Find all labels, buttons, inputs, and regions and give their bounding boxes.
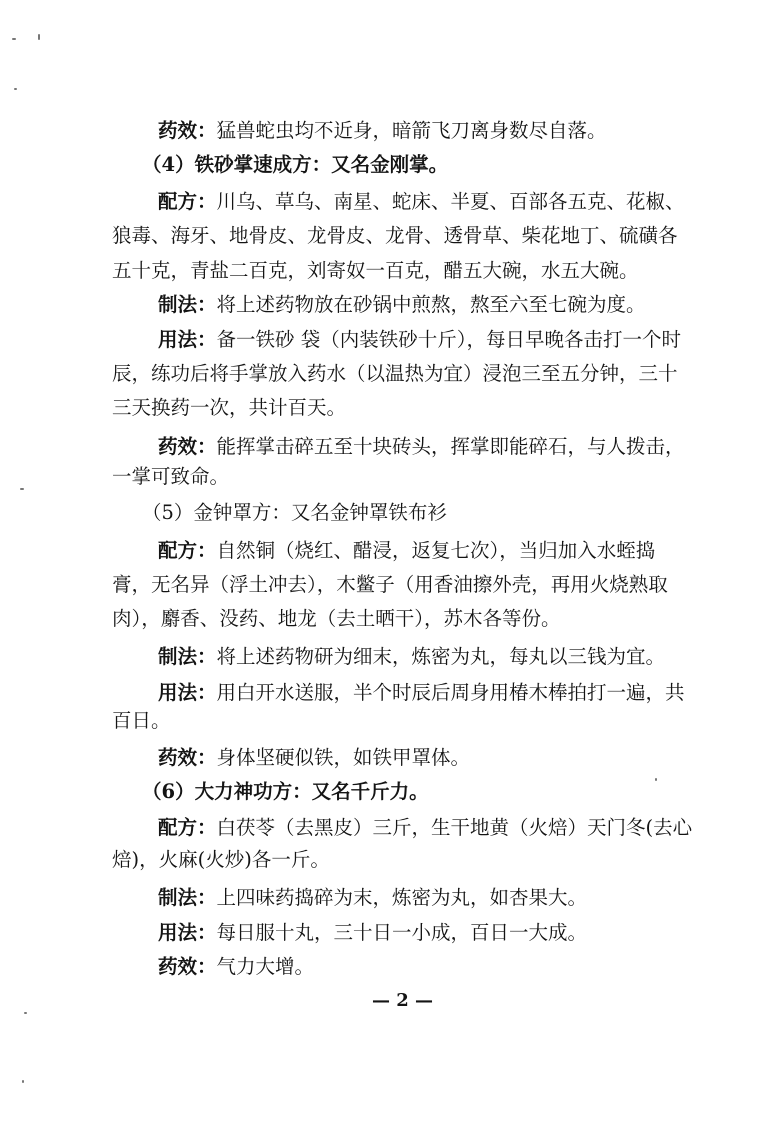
s5-effect-text: 身体坚硬似铁，如铁甲罩体。: [216, 746, 471, 769]
s5-recipe-line1: [158, 538, 655, 564]
s6-usage-text: 每日服十丸，三十日一小成，百日一大成。: [216, 921, 588, 944]
s4-recipe-line2: 狼毒、海牙、地骨皮、龙骨皮、龙骨、透骨草、柴花地丁、硫磺各: [112, 224, 678, 247]
scan-speck: [20, 488, 24, 490]
s5-usage-line2: 百日。: [112, 709, 171, 732]
s5-effect-label: 药效：: [158, 746, 217, 769]
s5-effect-line: [158, 745, 470, 771]
s3-effect-line: [158, 118, 607, 144]
s6-recipe-line2: 焙)，火麻(火炒)各一斤。: [112, 848, 330, 871]
s4-usage-text1: 备一铁砂 袋（内装铁砂十斤），每日早晚各击打一个时: [216, 328, 681, 351]
s5-recipe-text1: 自然铜（烧红、醋浸，返复七次），当归加入水蛭捣: [216, 539, 656, 562]
s4-effect-line1: [158, 434, 685, 460]
s5-recipe-line2: 膏，无名异（浮土冲去），木鳖子（用香油擦外壳，再用火烧熟取: [112, 573, 668, 596]
scan-speck: [655, 778, 657, 781]
scan-speck: [14, 88, 17, 90]
s6-method-label: 制法：: [158, 886, 217, 909]
s5-usage-text1: 用白开水送服，半个时辰后周身用椿木棒拍打一遍，共: [216, 681, 685, 704]
s4-usage-line2: 辰，练功后将手掌放入药水（以温热为宜）浸泡三至五分钟，三十: [112, 362, 678, 385]
s3-effect-text: 猛兽蛇虫均不近身，暗箭飞刀离身数尽自落。: [216, 119, 607, 142]
s6-recipe-line1: [158, 815, 692, 841]
s5-usage-label: 用法：: [158, 681, 217, 704]
scan-speck: [24, 1012, 27, 1014]
s5-heading: （5）金钟罩方：又名金钟罩铁布衫: [142, 501, 447, 524]
s4-method-line: [158, 292, 646, 318]
s6-usage-line: [158, 920, 587, 946]
s5-method-text: 将上述药物研为细末，炼密为丸，每丸以三钱为宜。: [216, 645, 666, 668]
s5-recipe-line3: 肉），麝香、没药、地龙（去土晒干），苏木各等份。: [112, 607, 561, 630]
s5-method-label: 制法：: [158, 645, 217, 668]
s6-effect-line: [158, 954, 314, 980]
s6-usage-label: 用法：: [158, 921, 217, 944]
s4-heading: （4）铁砂掌速成方：又名金刚掌。: [142, 153, 449, 176]
s4-effect-text1: 能挥掌击碎五至十块砖头，挥掌即能碎石，与人拨击，: [216, 435, 685, 458]
s6-method-text: 上四味药捣碎为末，炼密为丸，如杏果大。: [216, 886, 588, 909]
s6-effect-label: 药效：: [158, 955, 217, 978]
s5-recipe-label: 配方：: [158, 539, 217, 562]
s6-recipe-text1: 白茯苓（去黑皮）三斤，生干地黄（火焙）天门冬(去心: [216, 816, 693, 839]
scan-speck: [38, 34, 40, 40]
s4-recipe-line1: [158, 189, 685, 215]
s6-heading: （6）大力神功方：又名千斤力。: [142, 780, 429, 803]
s6-method-line: [158, 885, 587, 911]
s3-effect-label: 药效：: [158, 119, 217, 142]
s4-effect-line2: 一掌可致命。: [112, 465, 230, 488]
s4-usage-label: 用法：: [158, 328, 217, 351]
s6-effect-text: 气力大增。: [216, 955, 315, 978]
page-number: — 2 —: [372, 990, 434, 1011]
s5-usage-line1: [158, 680, 685, 706]
s4-recipe-line3: 五十克，青盐二百克，刘寄奴一百克，醋五大碗，水五大碗。: [112, 259, 639, 282]
s4-method-text: 将上述药物放在砂锅中煎熬，熬至六至七碗为度。: [216, 293, 646, 316]
s4-usage-line1: [158, 327, 681, 353]
scan-speck: [12, 38, 16, 40]
s5-method-line: [158, 644, 665, 670]
s4-recipe-text1: 川乌、草乌、南星、蛇床、半夏、百部各五克、花椒、: [216, 190, 685, 213]
s6-recipe-label: 配方：: [158, 816, 217, 839]
s4-effect-label: 药效：: [158, 435, 217, 458]
s4-recipe-label: 配方：: [158, 190, 217, 213]
s4-usage-line3: 三天换药一次，共计百天。: [112, 396, 347, 419]
s4-method-label: 制法：: [158, 293, 217, 316]
scan-speck: [22, 1080, 24, 1083]
